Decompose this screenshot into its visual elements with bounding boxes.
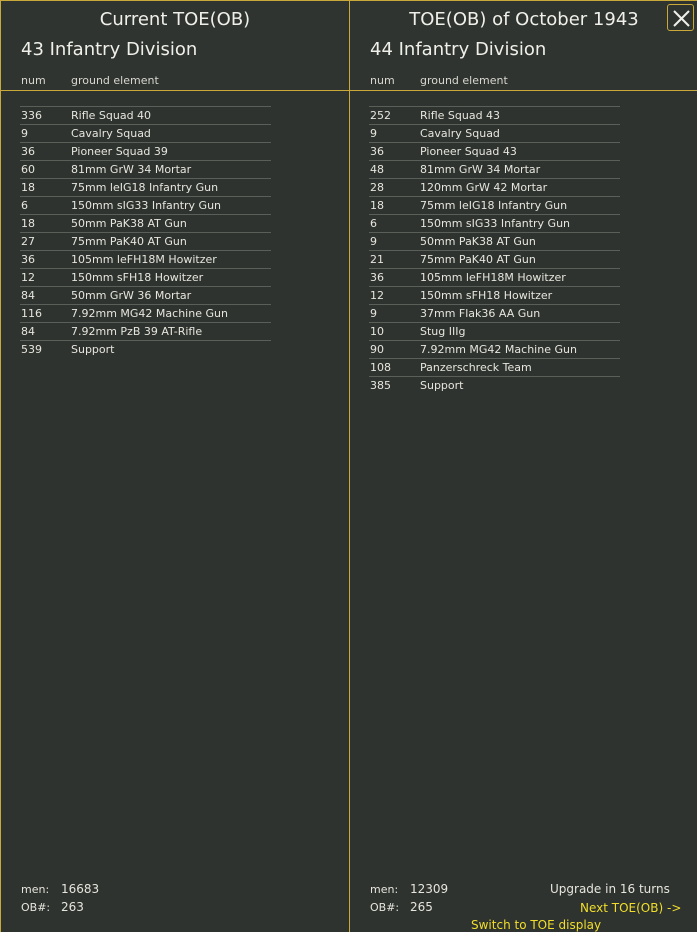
element-name: 150mm sFH18 Howitzer xyxy=(71,271,204,284)
element-name: 50mm PaK38 AT Gun xyxy=(71,217,187,230)
element-name: 50mm GrW 36 Mortar xyxy=(71,289,192,302)
table-row xyxy=(20,215,271,233)
element-count: 6 xyxy=(370,217,377,230)
table-row xyxy=(20,179,271,197)
element-name: 120mm GrW 42 Mortar xyxy=(420,181,548,194)
table-row xyxy=(369,143,620,161)
element-count: 108 xyxy=(370,361,391,374)
next-toe-link[interactable]: Next TOE(OB) -> xyxy=(580,901,682,915)
men-value: 16683 xyxy=(61,882,100,896)
table-row xyxy=(369,179,620,197)
ob-label: OB#: xyxy=(21,901,51,914)
element-count: 10 xyxy=(370,325,384,338)
table-row xyxy=(369,377,620,394)
element-count: 36 xyxy=(370,271,384,284)
element-count: 336 xyxy=(21,109,42,122)
element-count: 9 xyxy=(370,235,377,248)
element-name: 150mm sIG33 Infantry Gun xyxy=(420,217,571,230)
element-count: 27 xyxy=(21,235,35,248)
ground-element-list xyxy=(369,106,620,394)
element-name: 105mm leFH18M Howitzer xyxy=(420,271,566,284)
element-count: 116 xyxy=(21,307,42,320)
element-count: 9 xyxy=(370,127,377,140)
ob-value: 265 xyxy=(410,900,433,914)
element-name: Panzerschreck Team xyxy=(420,361,532,374)
table-row xyxy=(20,107,271,125)
element-count: 12 xyxy=(21,271,35,284)
table-row xyxy=(20,143,271,161)
table-row xyxy=(20,125,271,143)
element-count: 9 xyxy=(370,307,377,320)
element-count: 385 xyxy=(370,379,391,392)
current-toe-header xyxy=(1,0,350,91)
table-row xyxy=(369,269,620,287)
men-label: men: xyxy=(370,883,399,896)
element-count: 90 xyxy=(370,343,384,356)
element-name: 75mm PaK40 AT Gun xyxy=(71,235,187,248)
ob-value: 263 xyxy=(61,900,84,914)
column-header-num: num xyxy=(21,74,46,87)
element-count: 12 xyxy=(370,289,384,302)
table-row xyxy=(369,233,620,251)
men-label: men: xyxy=(21,883,50,896)
column-header-ground-element: ground element xyxy=(420,74,508,87)
element-name: 150mm sFH18 Howitzer xyxy=(420,289,553,302)
element-name: 7.92mm PzB 39 AT-Rifle xyxy=(71,325,203,338)
element-name: 81mm GrW 34 Mortar xyxy=(71,163,192,176)
element-count: 6 xyxy=(21,199,28,212)
element-name: Pioneer Squad 39 xyxy=(71,145,168,158)
panel-title: Current TOE(OB) xyxy=(99,9,251,30)
table-row xyxy=(369,305,620,323)
upgrade-toe-panel xyxy=(349,0,697,932)
element-name: Cavalry Squad xyxy=(420,127,500,140)
element-count: 539 xyxy=(21,343,42,356)
table-row xyxy=(369,161,620,179)
element-name: 75mm PaK40 AT Gun xyxy=(420,253,536,266)
element-count: 84 xyxy=(21,325,35,338)
table-row xyxy=(369,323,620,341)
element-name: 105mm leFH18M Howitzer xyxy=(71,253,217,266)
table-row xyxy=(20,269,271,287)
element-name: 50mm PaK38 AT Gun xyxy=(420,235,536,248)
column-header-num: num xyxy=(370,74,395,87)
table-row xyxy=(20,197,271,215)
column-header-ground-element: ground element xyxy=(71,74,159,87)
men-value: 12309 xyxy=(410,882,449,896)
element-count: 36 xyxy=(21,145,35,158)
ob-label: OB#: xyxy=(370,901,400,914)
element-count: 36 xyxy=(21,253,35,266)
element-name: 150mm sIG33 Infantry Gun xyxy=(71,199,222,212)
element-count: 36 xyxy=(370,145,384,158)
element-name: Support xyxy=(420,379,464,392)
element-name: 75mm leIG18 Infantry Gun xyxy=(71,181,219,194)
table-row xyxy=(20,341,271,358)
unit-name: 43 Infantry Division xyxy=(21,39,198,60)
table-row xyxy=(20,233,271,251)
element-count: 84 xyxy=(21,289,35,302)
element-name: 37mm Flak36 AA Gun xyxy=(420,307,541,320)
close-button[interactable] xyxy=(667,4,694,31)
element-count: 48 xyxy=(370,163,384,176)
table-row xyxy=(20,287,271,305)
element-count: 18 xyxy=(21,181,35,194)
element-name: 75mm leIG18 Infantry Gun xyxy=(420,199,568,212)
upgrade-status: Upgrade in 16 turns xyxy=(550,882,670,896)
switch-toe-display-link[interactable]: Switch to TOE display xyxy=(471,918,602,932)
table-row xyxy=(369,125,620,143)
element-name: Rifle Squad 40 xyxy=(71,109,152,122)
close-icon xyxy=(672,9,691,28)
ground-element-list xyxy=(20,106,271,358)
table-row xyxy=(369,107,620,125)
element-name: Rifle Squad 43 xyxy=(420,109,501,122)
table-row xyxy=(20,305,271,323)
table-row xyxy=(20,323,271,341)
element-name: 81mm GrW 34 Mortar xyxy=(420,163,541,176)
element-name: Support xyxy=(71,343,115,356)
element-count: 21 xyxy=(370,253,384,266)
table-row xyxy=(369,287,620,305)
element-name: Cavalry Squad xyxy=(71,127,151,140)
upgrade-toe-header xyxy=(350,0,697,91)
element-name: Pioneer Squad 43 xyxy=(420,145,517,158)
table-row xyxy=(20,251,271,269)
element-name: 7.92mm MG42 Machine Gun xyxy=(420,343,577,356)
element-count: 252 xyxy=(370,109,391,122)
table-row xyxy=(369,197,620,215)
table-row xyxy=(20,161,271,179)
table-row xyxy=(369,251,620,269)
table-row xyxy=(369,215,620,233)
element-count: 28 xyxy=(370,181,384,194)
element-name: Stug IIIg xyxy=(420,325,466,338)
table-row xyxy=(369,341,620,359)
element-count: 60 xyxy=(21,163,35,176)
element-count: 18 xyxy=(21,217,35,230)
unit-name: 44 Infantry Division xyxy=(370,39,547,60)
element-count: 18 xyxy=(370,199,384,212)
element-count: 9 xyxy=(21,127,28,140)
panel-title: TOE(OB) of October 1943 xyxy=(409,9,639,30)
table-row xyxy=(369,359,620,377)
element-name: 7.92mm MG42 Machine Gun xyxy=(71,307,228,320)
